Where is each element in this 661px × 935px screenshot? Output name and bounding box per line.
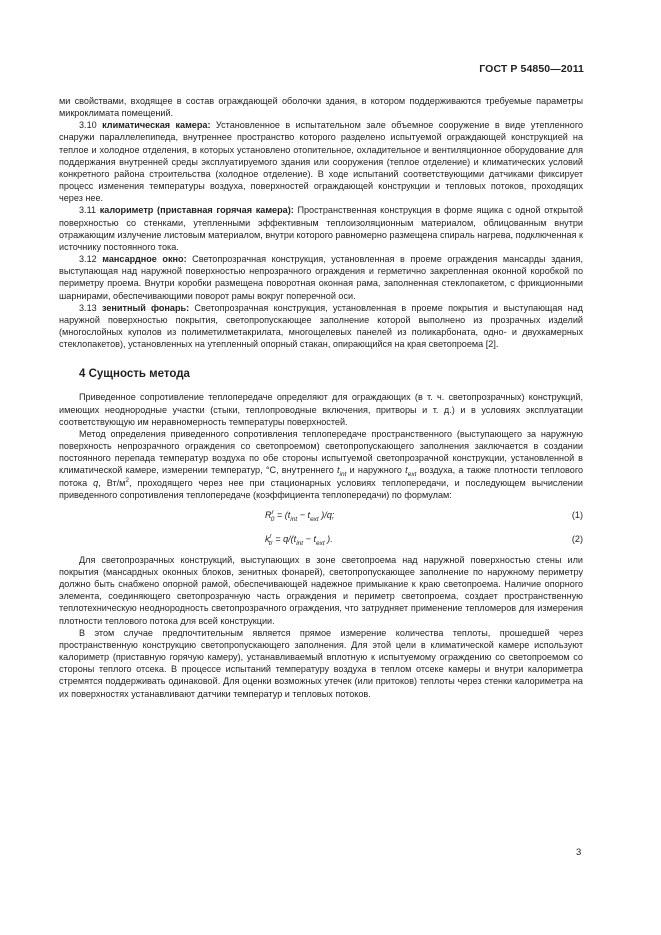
- body-text: [59, 95, 583, 700]
- definition-number: 3.10: [79, 120, 97, 131]
- definition-number: 3.11: [79, 205, 97, 216]
- formula-sub: tr: [268, 539, 273, 547]
- text-run: и наружного: [346, 465, 406, 476]
- text-run: Метод определения приведенного сопротивления теплопередаче пространственного (выступающего за наружную поверхность непрозрачного ограждения со светопроемом) светопропускающего заполнения заключается в создании постоянного перепада температур воздуха по обе стороны испытуемой светопрозрачной конструкции, установленной в климатической камере, измерении температур, °С, внутреннего: [59, 428, 583, 476]
- subscript-ext: ext: [407, 471, 417, 479]
- formula-symbol: R: [265, 509, 272, 520]
- formula-sup: r: [269, 532, 272, 540]
- paragraph-4a: Приведенное сопротивление теплопередаче определяют для ограждающих (в т. ч. светопрозрачных) конструкций, имеющих неоднородные участки (стыки, теплопроводные включения, притворы и т. д.) и в условиях эксплуатации соответствующую им неравномерность температуры поверхностей.: [59, 392, 583, 427]
- formula-part: − t: [297, 509, 311, 520]
- definition-3-13: [59, 302, 583, 351]
- definition-term: климатическая камера:: [102, 120, 211, 131]
- formula-sup: r: [271, 508, 274, 516]
- formula-1: [59, 506, 583, 527]
- definition-term: мансардное окно:: [102, 254, 187, 265]
- subscript-int: int: [339, 471, 347, 479]
- formula-2: [59, 530, 583, 551]
- text-run: , Вт/м: [98, 477, 126, 488]
- definition-3-11: [59, 204, 583, 253]
- formula-expression: [265, 533, 333, 545]
- formula-symbol: k: [265, 533, 270, 544]
- definition-term: калориметр (приставная горячая камера):: [99, 205, 294, 216]
- paragraph-4b: [59, 428, 583, 501]
- formula-sub: ext: [315, 539, 325, 547]
- text-run: воздуха, а также плотности теплового потока: [59, 465, 583, 488]
- formula-number: (1): [571, 509, 583, 520]
- definition-3-10: [59, 119, 583, 204]
- formula-sub: int: [290, 515, 298, 523]
- formula-expression: [265, 509, 334, 521]
- definition-term: зенитный фонарь:: [101, 302, 190, 313]
- standard-header: ГОСТ Р 54850—2011: [479, 63, 584, 75]
- section-title: 4 Сущность метода: [79, 368, 190, 381]
- formula-part: = (t: [274, 509, 291, 520]
- paragraph-4d: В этом случае предпочтительным является прямое измерение количества теплоты, прошедшей через пространственную конструкцию светопропускающего заполнения. Для этой цели в климатической камере используют калориметр (приставную горячую камеру), устанавливаемый вплотную к испытуемому ограждению со светопроемом со стороны теплого отсека. В процессе испытаний температуру воздуха в теплом отсеке камеры и внутри калориметра стремятся поддерживать одинаковой. Для оценки возможных утечек (или притоков) теплоты через стенки калориметра на их поверхностях устанавливают датчики температур и тепловых потоков.: [59, 627, 583, 699]
- definition-text: Светопрозрачная конструкция, установленная в проеме покрытия и выступающая над наружной поверхностью покрытия, светопропускающее заполнение которой выполнено из прозрачных изделий (многослойных куполов из полиметилметакрилата, многощелевых панелей из поликарбоната, одно- и двухкамерных стеклопакетов), установленных на утепленный опорный стакан, опирающийся на края светопроема [2].: [59, 302, 583, 350]
- definition-text: Установленное в испытательном зале объемное сооружение в виде утепленного снаружи параллелепипеда, внутреннее пространство которого разделено испытуемой ограждающей конструкцией на теплое и холодное отделения, в которых установлено отопительное, охладительное и вентиляционное оборудование для поддержания внутренней среды эксплуатируемого здания или сооружения (теплое отделение) и климатических условий конкретного района строительства (холодное отделение). В ходе испытаний соответствующими датчиками фиксирует процесс изменения температуры воздуха, поверхностей ограждающей конструкции и тепловых потоков, проходящих через нее.: [59, 120, 583, 204]
- symbol-q: q: [93, 477, 99, 488]
- formula-sub: int: [296, 539, 304, 547]
- formula-number: (2): [571, 533, 583, 544]
- symbol-t: t: [405, 465, 408, 476]
- definition-text: Светопрозрачная конструкция, установленная в проеме ограждения мансарды здания, выступающая над наружной поверхностью непрозрачного ограждения и герметично закрепленная оконной коробкой по периметру проема. Внутри коробки размещена поворотная оконная рама, заполненная стеклопакетом, с фрикционными шарнирами, обеспечивающими поворот рамы вокруг поперечной оси.: [59, 254, 583, 301]
- paragraph-continuation: ми свойствами, входящее в состав ограждающей оболочки здания, в котором поддерживаются требуемые параметры микроклимата помещений.: [59, 96, 583, 119]
- text-run: , проходящего через нее при стационарных условиях теплопередачи, и последующем вычислении приведенного сопротивления теплопередаче (коэффициента теплопередачи) по формулам:: [59, 477, 583, 500]
- formula-part: )/q;: [318, 509, 335, 520]
- formula-sub: 0: [270, 515, 275, 523]
- definition-text: Пространственная конструкция в форме ящика с одной открытой поверхностью со стенками, утепленными эффективным теплоизоляционным материалом, облицованным внутри отражающим излучение листовым материалом, внутри которого равномерно размещена спираль нагрева, подключенная к источнику постоянного тока.: [59, 205, 583, 252]
- superscript-2: 2: [125, 476, 130, 484]
- definition-number: 3.12: [79, 254, 97, 265]
- formula-sub: ext: [310, 515, 319, 523]
- formula-part: = q/(t: [272, 533, 297, 544]
- formula-part: ).: [324, 533, 333, 544]
- paragraph-4c: Для светопрозрачных конструкций, выступающих в зоне светопроема над наружной поверхностью стены или покрытия (мансардных оконных блоков, зенитных фонарей), светопропускающее заполнение по наружному периметру должно быть снабжено опорной рамой, обеспечивающей надежное примыкание к краю светопроема. Наличие опорного элемента, соединяющего светопрозрачную часть ограждения и периметр светопроема, создает пространственную теплотехническую неоднородность светопрозрачного ограждения, что затрудняет применение тепломеров для измерения плотности теплового потока для всей конструкции.: [59, 554, 583, 626]
- formula-part: − t: [303, 533, 316, 544]
- definition-number: 3.13: [79, 302, 97, 313]
- definition-3-12: [59, 253, 583, 302]
- symbol-t: t: [337, 465, 340, 476]
- page-number: 3: [576, 847, 582, 858]
